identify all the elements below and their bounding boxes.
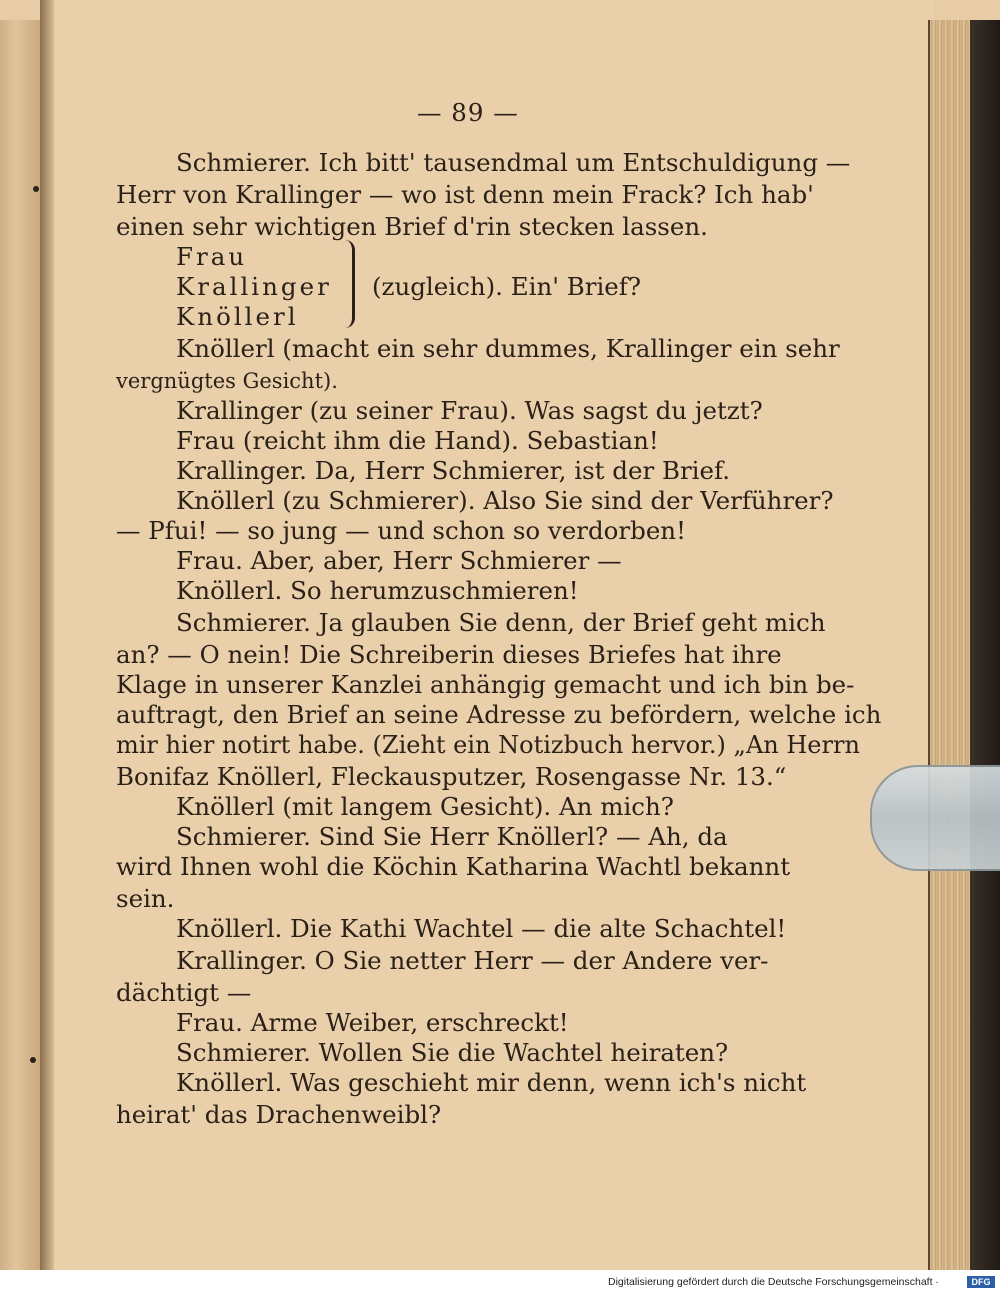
text-line: vergnügtes Gesicht). xyxy=(116,369,338,393)
speaker-name: Frau xyxy=(176,242,248,271)
text-line: Krallinger (zu seiner Frau). Was sagst du jetzt? xyxy=(176,396,763,425)
text-line: auftragt, den Brief an seine Adresse zu befördern, welche ich xyxy=(116,700,882,729)
dfg-logo: DFG xyxy=(967,1276,995,1288)
text-line: Frau. Arme Weiber, erschreckt! xyxy=(176,1008,569,1037)
text-line: Schmierer. Sind Sie Herr Knöllerl? — Ah, da xyxy=(176,822,728,851)
speaker-name: Knöllerl xyxy=(176,302,299,331)
text-line: Schmierer. Wollen Sie die Wachtel heiraten? xyxy=(176,1038,729,1067)
text-line: — Pfui! — so jung — und schon so verdorben! xyxy=(116,516,686,545)
page-number: — 89 — xyxy=(417,98,519,127)
text-line: Herr von Krallinger — wo ist denn mein Frack? Ich hab' xyxy=(116,180,814,209)
text-line: Klage in unserer Kanzlei anhängig gemacht und ich bin be- xyxy=(116,670,855,699)
text-line: mir hier notirt habe. (Zieht ein Notizbuch hervor.) „An Herrn xyxy=(116,731,860,759)
text-line: Bonifaz Knöllerl, Fleckausputzer, Rosengasse Nr. 13.“ xyxy=(116,762,787,791)
text-line: Krallinger. O Sie netter Herr — der Andere ver- xyxy=(176,946,769,975)
text-line: heirat' das Drachenweibl? xyxy=(116,1100,442,1129)
text-line: sein. xyxy=(116,884,175,913)
text-line: Knöllerl (mit langem Gesicht). An mich? xyxy=(176,792,674,821)
text-line: Schmierer. Ja glauben Sie denn, der Brief geht mich xyxy=(176,608,826,637)
text-line: Knöllerl (macht ein sehr dummes, Krallinger ein sehr xyxy=(176,334,840,363)
text-line: (zugleich). Ein' Brief? xyxy=(372,272,642,301)
text-line: dächtigt — xyxy=(116,978,252,1007)
text-line: Krallinger. Da, Herr Schmierer, ist der Brief. xyxy=(176,456,731,485)
text-line: Knöllerl. So herumzuschmieren! xyxy=(176,576,579,605)
text-line: Schmierer. Ich bitt' tausendmal um Entschuldigung — xyxy=(176,148,851,177)
digitization-credit: Digitalisierung gefördert durch die Deutsche Forschungsgemeinschaft · xyxy=(608,1276,939,1288)
text-line: einen sehr wichtigen Brief d'rin stecken lassen. xyxy=(116,212,708,241)
text-line: Frau. Aber, aber, Herr Schmierer — xyxy=(176,546,622,575)
speaker-name: Krallinger xyxy=(176,272,332,301)
text-line: an? — O nein! Die Schreiberin dieses Briefes hat ihre xyxy=(116,640,782,669)
text-line: Knöllerl. Was geschieht mir denn, wenn ich's nicht xyxy=(176,1068,807,1097)
text-line: wird Ihnen wohl die Köchin Katharina Wachtl bekannt xyxy=(116,852,791,881)
brace-mark xyxy=(340,240,355,328)
text-line: Knöllerl. Die Kathi Wachtel — die alte Schachtel! xyxy=(176,914,787,943)
text-line: Frau (reicht ihm die Hand). Sebastian! xyxy=(176,426,659,455)
text-line: Knöllerl (zu Schmierer). Also Sie sind der Verführer? xyxy=(176,486,834,515)
